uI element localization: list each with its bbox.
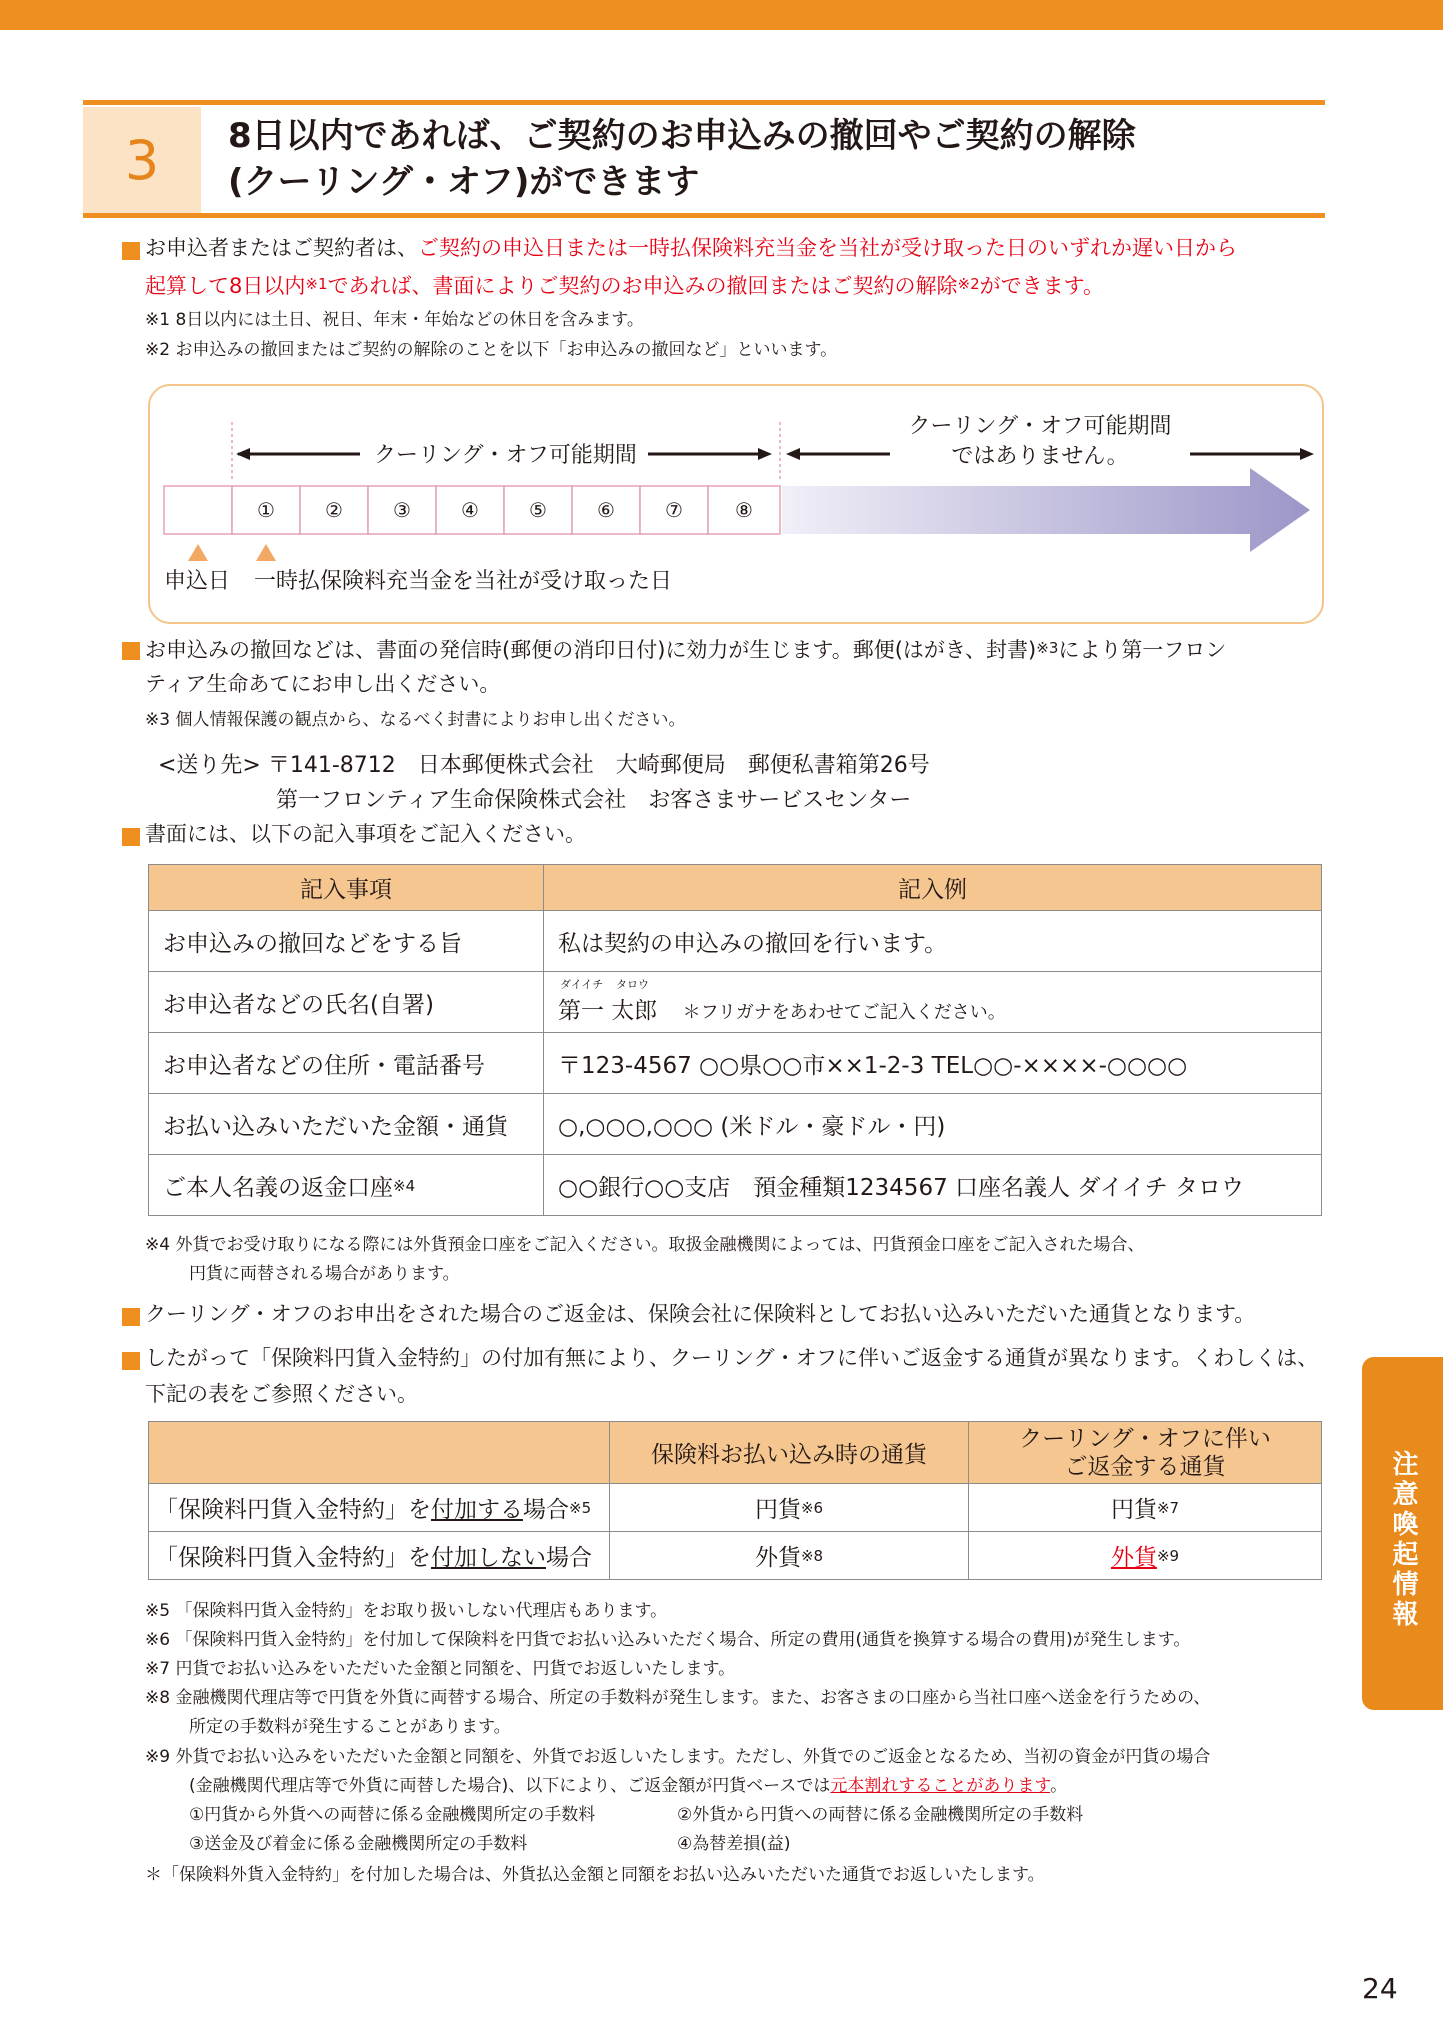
- section-title-line2: (クーリング・オフ)ができます: [228, 162, 700, 202]
- note-1: ※1 8日以内には土日、祝日、年末・年始などの休日を含みます。: [145, 310, 644, 330]
- table-row: 「保険料円貨入金特約」を付加する場合$^{※5}$ 円貨$^{※6}$ 円貨$^{※7}$: [149, 1484, 1322, 1532]
- table-row: お申込者などの住所・電話番号 〒123-4567 ○○県○○市××1-2-3 TEL○○-××××-○○○○: [149, 1033, 1322, 1094]
- not-period-arrowhead-right: [1300, 448, 1314, 460]
- note-5: ※5 「保険料円貨入金特約」をお取り扱いしない代理店もあります。: [145, 1601, 668, 1621]
- note-8-line1: ※8 金融機関代理店等で円貨を外貨に両替する場合、所定の手数料が発生します。また、お客さまの口座から当社口座へ送金を行うための、: [145, 1688, 1211, 1708]
- currency-table: [148, 1421, 1322, 1580]
- day-number: ⑧: [735, 498, 753, 522]
- address-line1: <送り先> 〒141-8712 日本郵便株式会社 大崎郵便局 郵便私書箱第26号: [158, 753, 930, 778]
- note-star: ＊「保険料外貨入金特約」を付加した場合は、外貨払込金額と同額をお払い込みいただいた通貨でお返しいたします。: [145, 1865, 1045, 1885]
- principal-loss-warning: 元本割れすることがあります: [830, 1776, 1051, 1796]
- fill-in-table: [148, 864, 1322, 1216]
- title-rule-bottom: [83, 213, 1325, 218]
- side-tab-label: 注意喚起情報: [1388, 1450, 1418, 1630]
- note-7: ※7 円貨でお払い込みをいただいた金額と同額を、円貨でお返しいたします。: [145, 1659, 736, 1679]
- receive-marker-triangle: [256, 544, 276, 561]
- not-period-label: クーリング・オフ可能期間 ではありません。: [908, 414, 1172, 469]
- furigana-note: ＊フリガナをあわせてご記入ください。: [682, 1001, 1006, 1023]
- top-bar: [0, 0, 1443, 30]
- table-header: 記入事項: [149, 865, 544, 911]
- bullet: [122, 642, 140, 660]
- table-header: 保険料お払い込み時の通貨: [610, 1422, 969, 1484]
- note-6: ※6 「保険料円貨入金特約」を付加して保険料を円貨でお払い込みいただく場合、所定の費用(通貨を換算する場合の費用)が発生します。: [145, 1630, 1191, 1650]
- table-header-blank: [149, 1422, 610, 1484]
- ruby-first: ダイイチ: [560, 978, 604, 991]
- apply-marker-triangle: [188, 544, 208, 561]
- page-number: 24: [1362, 1972, 1398, 2005]
- period-arrowhead-left: [236, 448, 250, 460]
- note-9-line2: (金融機関代理店等で外貨に両替した場合)、以下により、ご返金額が円貨ベースでは元本割れすることがあります。: [189, 1776, 1068, 1796]
- bullet: [122, 828, 140, 846]
- bullet: [122, 1308, 140, 1326]
- day-number: ⑥: [597, 498, 615, 522]
- big-time-arrow: [782, 468, 1310, 552]
- day-number: ③: [393, 498, 411, 522]
- receive-date-label: 一時払保険料充当金を当社が受け取った日: [254, 569, 673, 594]
- table-row: ご本人名義の返金口座$^{※4}$ ○○銀行○○支店 預金種類1234567 口座名義人 ダイイチ タロウ: [149, 1155, 1322, 1216]
- paragraph-fill-in: 書面には、以下の記入事項をご記入ください。: [145, 822, 586, 846]
- paragraph-therefore-2: 下記の表をご参照ください。: [145, 1382, 418, 1406]
- bullet: [122, 1352, 140, 1370]
- title-rule-top: [83, 100, 1325, 105]
- table-header: 記入例: [544, 865, 1322, 911]
- fee-item-3: ③送金及び着金に係る金融機関所定の手数料: [189, 1834, 528, 1854]
- foreign-currency-red: 外貨: [1110, 1545, 1157, 1571]
- ruby-last: タロウ: [616, 978, 649, 991]
- not-period-arrowhead-left: [786, 448, 800, 460]
- period-label: クーリング・オフ可能期間: [368, 438, 643, 469]
- bullet: [122, 242, 140, 260]
- section-number: 3: [83, 107, 201, 213]
- paragraph-cooling-off-2: 起算して8日以内$^{※1}$であれば、書面によりご契約のお申込みの撤回またはご契約の解除$^{※2}$ができます。: [145, 274, 1104, 298]
- paragraph-cooling-off: お申込者またはご契約者は、ご契約の申込日または一時払保険料充当金を当社が受け取った日のいずれか遅い日から: [145, 236, 1237, 260]
- note-8-line2: 所定の手数料が発生することがあります。: [189, 1717, 511, 1737]
- fee-item-1: ①円貨から外貨への両替に係る金融機関所定の手数料: [189, 1805, 596, 1825]
- section-title: [228, 113, 1136, 205]
- day-cell-apply: [164, 486, 232, 534]
- period-arrowhead-right: [758, 448, 772, 460]
- paragraph-therefore: したがって「保険料円貨入金特約」の付加有無により、クーリング・オフに伴いご返金する通貨が異なります。くわしくは、: [145, 1346, 1319, 1370]
- table-row: お払い込みいただいた金額・通貨 ○,○○○,○○○ (米ドル・豪ドル・円): [149, 1094, 1322, 1155]
- day-number: ④: [461, 498, 479, 522]
- paragraph-effect-2: ティア生命あてにお申し出ください。: [145, 672, 501, 696]
- table-row: 「保険料円貨入金特約」を付加しない場合 外貨$^{※8}$ 外貨$^{※9}$: [149, 1532, 1322, 1580]
- paragraph-effect: お申込みの撤回などは、書面の発信時(郵便の消印日付)に効力が生じます。郵便(はがき、封書)$^{※3}$により第一フロン: [145, 638, 1227, 662]
- note-4-line1: ※4 外貨でお受け取りになる際には外貨預金口座をご記入ください。取扱金融機関によっては、円貨預金口座をご記入された場合、: [145, 1235, 1145, 1255]
- day-numbers: [232, 498, 780, 522]
- fee-item-4: ④為替差損(益): [677, 1834, 791, 1854]
- paragraph-refund: クーリング・オフのお申出をされた場合のご返金は、保険会社に保険料としてお払い込みいただいた通貨となります。: [145, 1302, 1256, 1326]
- apply-date-label: 申込日: [164, 569, 231, 594]
- fee-item-2: ②外貨から円貨への両替に係る金融機関所定の手数料: [677, 1805, 1084, 1825]
- table-row: お申込者などの氏名(自署) ダイイチ タロウ 第一 太郎 $_{*フリガナをあわせてご記入ください。}$: [149, 972, 1322, 1033]
- cooling-off-diagram: [148, 384, 1324, 624]
- table-header: クーリング・オフに伴い ご返金する通貨: [969, 1422, 1322, 1484]
- note-4-line2: 円貨に両替される場合があります。: [189, 1264, 460, 1284]
- section-title-line1: 8日以内であれば、ご契約のお申込みの撤回やご契約の解除: [228, 116, 1136, 156]
- note-3: ※3 個人情報保護の観点から、なるべく封書によりお申し出ください。: [145, 710, 686, 730]
- address-line2: 第一フロンティア生命保険株式会社 お客さまサービスセンター: [276, 788, 912, 813]
- day-number: ⑦: [665, 498, 683, 522]
- table-row: お申込みの撤回などをする旨 私は契約の申込みの撤回を行います。: [149, 911, 1322, 972]
- day-number: ②: [325, 498, 343, 522]
- note-9-line1: ※9 外貨でお払い込みをいただいた金額と同額を、外貨でお返しいたします。ただし、外貨でのご返金となるため、当初の資金が円貨の場合: [145, 1747, 1211, 1767]
- day-number: ①: [257, 498, 275, 522]
- note-2: ※2 お申込みの撤回またはご契約の解除のことを以下「お申込みの撤回など」といいます。: [145, 340, 838, 360]
- day-number: ⑤: [529, 498, 547, 522]
